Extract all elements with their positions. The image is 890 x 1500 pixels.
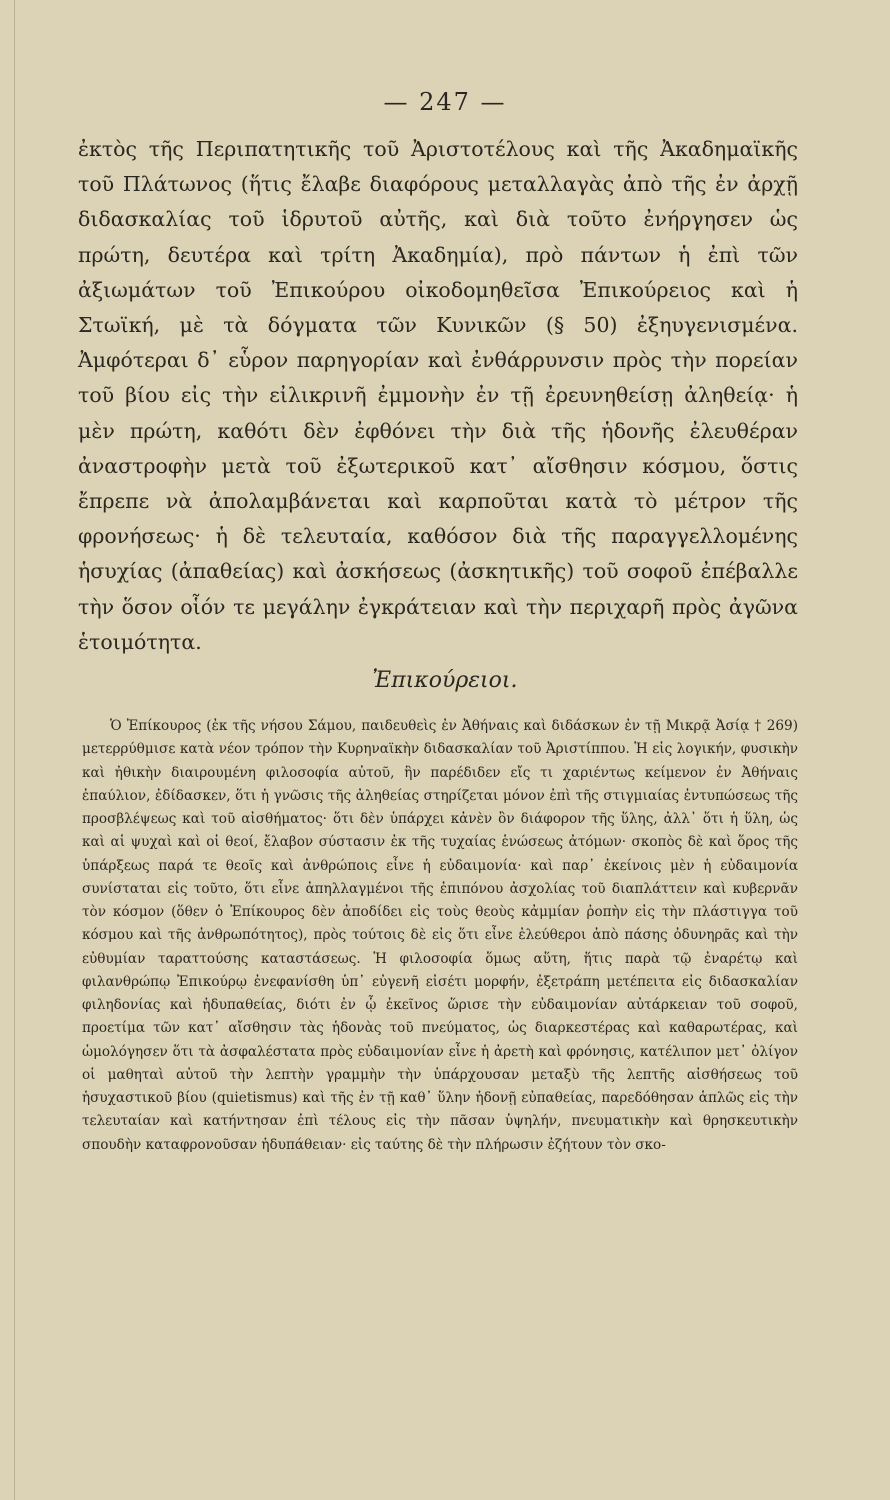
main-paragraph: ἐκτὸς τῆς Περιπατητικῆς τοῦ Ἀριστοτέλους καὶ τῆς Ἀκαδημαϊκῆς τοῦ Πλάτωνος (ἥτις ἔλαβε διαφόρους μεταλλαγὰς ἀπὸ τῆς ἐν ἀρχῇ διδασκαλίας τοῦ ἱδρυτοῦ αὐτῆς, καὶ διὰ τοῦτο ἐνήργησεν ὡς πρώτη, δευτέρα καὶ τρίτη Ἀκαδημία), πρὸ πάντων ἡ ἐπὶ τῶν ἀξιωμάτων τοῦ Ἐπικούρου οἰκοδομηθεῖσα Ἐπικούρειος καὶ ἡ Στωϊκή, μὲ τὰ δόγματα τῶν Κυνικῶν (§ 50) ἐξηυγενισμένα. Ἀμφότεραι δ᾽ εὗρον παρηγορίαν καὶ ἐνθάρρυνσιν πρὸς τὴν πορείαν τοῦ βίου εἰς τὴν εἰλικρινῆ ἐμμονὴν ἐν τῇ ἐρευνηθείσῃ ἀληθείᾳ· ἡ μὲν πρώτη, καθότι δὲν ἐφθόνει τὴν διὰ τῆς ἡδονῆς ἐλευθέραν ἀναστροφὴν μετὰ τοῦ ἐξωτερικοῦ κατ᾽ αἴσθησιν κόσμου, ὅστις ἔπρεπε νὰ ἀπολαμβάνεται καὶ καρποῦται κατὰ τὸ μέτρον τῆς φρονήσεως· ἡ δὲ τελευταία, καθόσον διὰ τῆς παραγγελλομένης ἡσυχίας (ἀπαθείας) καὶ ἀσκήσεως (ἀσκητικῆς) τοῦ σοφοῦ ἐπέβαλλε τὴν ὅσον οἷόν τε μεγάλην ἐγκράτειαν καὶ τὴν περιχαρῆ πρὸς ἀγῶνα ἑτοιμότητα. (78, 137, 798, 654)
section-heading: Ἐπικούρειοι. (372, 668, 518, 693)
small-print-block (82, 715, 798, 1157)
page-number: — 247 — (383, 88, 507, 116)
small-print-paragraph: Ὁ Ἐπίκουρος (ἐκ τῆς νήσου Σάμου, παιδευθεὶς ἐν Ἀθήναις καὶ διδάσκων ἐν τῇ Μικρᾷ Ἀσίᾳ † 269) μετερρύθμισε κατὰ νέον τρόπον τὴν Κυρηναϊκὴν διδασκαλίαν τοῦ Ἀριστίππου. Ἡ εἰς λογικήν, φυσικὴν καὶ ἠθικὴν διαιρουμένη φιλοσοφία αὐτοῦ, ἣν παρέδιδεν εἴς τι χαριέντως κείμενον ἐν Ἀθήναις ἐπαύλιον, ἐδίδασκεν, ὅτι ἡ γνῶσις τῆς ἀληθείας στηρίζεται μόνον ἐπὶ τῆς στιγμιαίας ἐντυπώσεως τῆς προσβλέψεως καὶ τοῦ αἰσθήματος· ὅτι δὲν ὑπάρχει κἀνὲν ὂν διάφορον τῆς ὕλης, ἀλλ᾽ ὅτι ἡ ὕλη, ὡς καὶ αἱ ψυχαὶ καὶ οἱ θεοί, ἔλαβον σύστασιν ἐκ τῆς τυχαίας ἑνώσεως ἀτόμων· σκοπὸς δὲ καὶ ὅρος τῆς ὑπάρξεως παρά τε θεοῖς καὶ ἀνθρώποις εἶνε ἡ εὐδαιμονία· καὶ παρ᾽ ἐκείνοις μὲν ἡ εὐδαιμονία συνίσταται εἰς τοῦτο, ὅτι εἶνε ἀπηλλαγμένοι τῆς ἐπιπόνου ἀσχολίας τοῦ διαπλάττειν καὶ κυβερνᾶν τὸν κόσμον (ὅθεν ὁ Ἐπίκουρος δὲν ἀποδίδει εἰς τοὺς θεοὺς κἀμμίαν ῥοπὴν εἰς τὴν πλάστιγγα τοῦ κόσμου καὶ τῆς ἀνθρωπότητος), πρὸς τούτοις δὲ εἰς ὅτι εἶνε ἐλεύθεροι ἀπὸ πάσης ὀδυνηρᾶς καὶ τὴν εὐθυμίαν ταραττούσης καταστάσεως. Ἡ φιλοσοφία ὅμως αὕτη, ἥτις παρὰ τῷ ἐναρέτῳ καὶ φιλανθρώπῳ Ἐπικούρῳ ἐνεφανίσθη ὑπ᾽ εὐγενῆ εἰσέτι μορφήν, ἐξετράπη μετέπειτα εἰς διδασκαλίαν φιληδονίας καὶ ἡδυπαθείας, διότι ἐν ᾧ ἐκεῖνος ὥρισε τὴν εὐδαιμονίαν αὐτάρκειαν τοῦ σοφοῦ, προετίμα τῶν κατ᾽ αἴσθησιν τὰς ἡδονὰς τοῦ πνεύματος, ὡς διαρκεστέρας καὶ καθαρωτέρας, καὶ ὡμολόγησεν ὅτι τὰ ἀσφαλέστατα πρὸς εὐδαιμονίαν εἶνε ἡ ἀρετὴ καὶ φρόνησις, κατέλιπον μετ᾽ ὀλίγον οἱ μαθηταὶ αὐτοῦ τὴν λεπτὴν γραμμὴν τὴν ὑπάρχουσαν μεταξὺ τῆς λεπτῆς αἰσθήσεως τοῦ ἡσυχαστικοῦ βίου (quietismus) καὶ τῆς ἐν τῇ καθ᾽ ὕλην ἡδονῇ εὐπαθείας, παρεδόθησαν ἁπλῶς εἰς τὴν τελευταίαν καὶ κατήντησαν ἐπὶ τέλους εἰς τὴν πᾶσαν ὑψηλήν, πνευματικὴν καὶ θρησκευτικὴν σπουδὴν καταφρονοῦσαν ἡδυπάθειαν· εἰς ταύτης δὲ τὴν πλήρωσιν ἐζήτουν τὸν σκο- (82, 718, 798, 1153)
main-text-block (78, 132, 798, 660)
page-fold-line (14, 0, 15, 1500)
